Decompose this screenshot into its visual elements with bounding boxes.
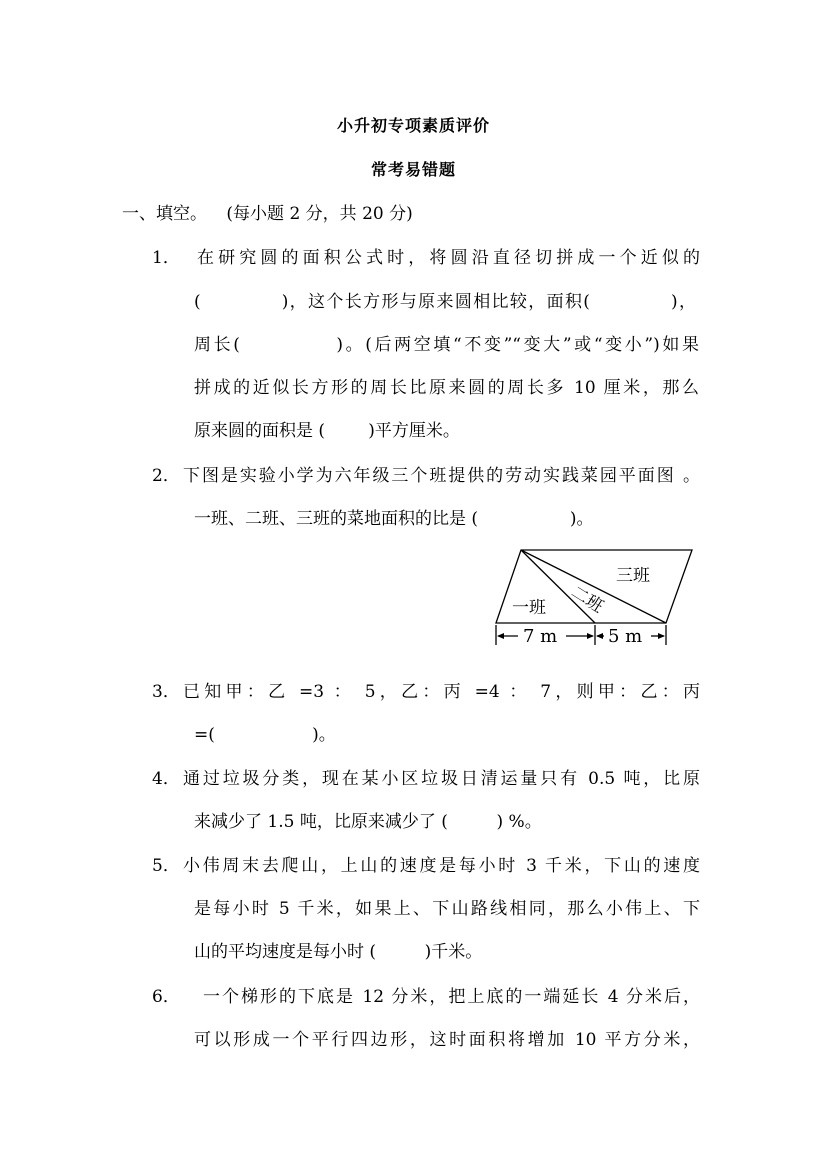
label-class-2: 二班 bbox=[567, 582, 607, 618]
arrowhead bbox=[497, 633, 504, 639]
question-4-line-1: 通过垃圾分类，现在某小区垃圾日清运量只有 0.5 吨，比原 bbox=[183, 769, 700, 789]
question-2-line-2: 一班、二班、三班的菜地面积的比是 ( )。 bbox=[194, 509, 594, 529]
question-4-line-2: 来减少了 1.5 吨，比原来减少了 ( ) %。 bbox=[194, 812, 542, 832]
label-class-1: 一班 bbox=[512, 598, 546, 618]
section-heading-label: 一、填空。 bbox=[122, 204, 207, 224]
question-1-line-1: 在研究圆的面积公式时，将圆沿直径切拼成一个近似的 bbox=[197, 248, 700, 268]
arrowhead bbox=[596, 633, 603, 639]
question-2-line-1: 下图是实验小学为六年级三个班提供的劳动实践菜园平面图 。 bbox=[183, 466, 700, 486]
question-3-number: 3． bbox=[152, 682, 180, 702]
question-3-line-2: =( )。 bbox=[194, 725, 336, 745]
question-2-number: 2． bbox=[152, 466, 180, 486]
section-scoring: (每小题 2 分，共 20 分) bbox=[226, 204, 413, 224]
question-5-line-3: 山的平均速度是每小时 ( )千米。 bbox=[194, 942, 483, 962]
question-5-line-1: 小伟周末去爬山，上山的速度是每小时 3 千米，下山的速度 bbox=[183, 856, 700, 876]
question-5-number: 5． bbox=[152, 856, 180, 876]
arrowhead bbox=[587, 633, 594, 639]
page-title: 小升初专项素质评价 bbox=[336, 116, 490, 135]
section-heading bbox=[122, 199, 413, 224]
question-4-number: 4． bbox=[152, 769, 180, 789]
question-1-line-2: ( )，这个长方形与原来圆相比较，面积( )， bbox=[194, 292, 696, 312]
dimension-label-7m: 7 m bbox=[523, 626, 558, 647]
question-6-number: 6． bbox=[152, 987, 180, 1007]
question-1-line-4: 拼成的近似长方形的周长比原来圆的周长多 10 厘米，那么 bbox=[194, 378, 699, 398]
arrowhead bbox=[658, 633, 665, 639]
question-3-line-1: 已知甲：乙 =3 ： 5，乙：丙 =4 ： 7，则甲：乙：丙 bbox=[183, 682, 700, 702]
page-subtitle: 常考易错题 bbox=[370, 160, 456, 179]
question-6-line-2: 可以形成一个平行四边形，这时面积将增加 10 平方分米， bbox=[194, 1030, 700, 1050]
label-class-3: 三班 bbox=[616, 566, 650, 586]
question-1-line-5: 原来圆的面积是 ( )平方厘米。 bbox=[194, 421, 460, 441]
question-6-line-1: 一个梯形的下底是 12 分米，把上底的一端延长 4 分米后， bbox=[203, 987, 700, 1007]
question-1-line-3: 周长( )。(后两空填“不变”“变大”或“变小”)如果 bbox=[194, 335, 699, 355]
question-1-number: 1． bbox=[152, 248, 180, 268]
question-5-line-2: 是每小时 5 千米，如果上、下山路线相同，那么小伟上、下 bbox=[194, 899, 700, 919]
vegetable-garden-figure bbox=[490, 545, 700, 650]
dimension-label-5m: 5 m bbox=[608, 626, 643, 647]
